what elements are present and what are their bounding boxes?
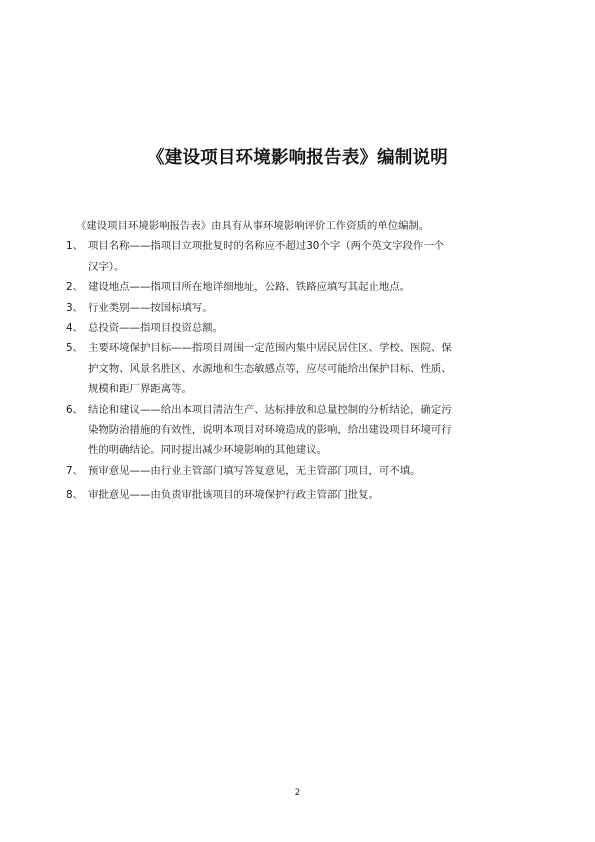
list-item-line: 性的明确结论。同时提出减少环境影响的其他建议。 — [88, 444, 327, 457]
list-item-line: 建设地点——指项目所在地详细地址，公路、铁路应填写其起止地点。 — [88, 281, 411, 294]
list-item-3 — [66, 298, 528, 318]
intro-paragraph: 《建设项目环境影响报告表》由具有从事环境影响评价工作资质的单位编制。 — [76, 220, 430, 232]
list-item-text — [88, 485, 528, 505]
list-item-number: 3、 — [66, 301, 84, 314]
list-item-4 — [66, 318, 528, 338]
document-title: 《建设项目环境影响报告表》编制说明 — [147, 148, 448, 168]
list-item-text — [88, 461, 528, 481]
page-number: 2 — [294, 788, 301, 798]
document-body — [66, 216, 528, 506]
list-item-line: 主要环境保护目标——指项目周围一定范围内集中居民居住区、学校、医院、保 — [88, 342, 452, 355]
list-item-text — [88, 298, 528, 318]
list-item-line: 规模和距厂界距离等。 — [88, 383, 192, 396]
list-item-text — [88, 277, 528, 297]
list-item-text — [88, 236, 528, 277]
list-item-line: 项目名称——指项目立项批复时的名称应不超过30个字（两个英文字段作一个 — [88, 240, 445, 253]
list-item-number: 8、 — [66, 489, 84, 502]
list-item-number: 4、 — [66, 322, 84, 335]
list-item-line: 护文物、风景名胜区、水源地和生态敏感点等，应尽可能给出保护目标、性质、 — [88, 362, 452, 375]
list-item-6 — [66, 400, 528, 461]
list-item-line: 总投资——指项目投资总额。 — [88, 322, 224, 335]
list-item-line: 结论和建议——给出本项目清洁生产、达标排放和总量控制的分析结论，确定污 — [88, 403, 452, 416]
list-item-text — [88, 338, 528, 399]
list-item-line: 预审意见——由行业主管部门填写答复意见，无主管部门项目，可不填。 — [88, 464, 421, 477]
list-item-2 — [66, 277, 528, 297]
list-item-number: 6、 — [66, 403, 84, 416]
list-item-1 — [66, 236, 528, 277]
list-item-line: 审批意见——由负责审批该项目的环境保护行政主管部门批复。 — [88, 489, 379, 502]
list-item-text — [88, 318, 528, 338]
list-item-number: 2、 — [66, 281, 84, 294]
list-item-number: 7、 — [66, 464, 84, 477]
list-item-number: 1、 — [66, 240, 84, 253]
list-item-7 — [66, 461, 528, 481]
list-item-8 — [66, 485, 528, 505]
list-item-line: 行业类别——按国标填写。 — [88, 301, 213, 314]
list-item-line: 染物防治措施的有效性，说明本项目对环境造成的影响，给出建设项目环境可行 — [88, 424, 452, 437]
list-item-text — [88, 400, 528, 461]
list-item-5 — [66, 338, 528, 399]
list-item-number: 5、 — [66, 342, 84, 355]
list-item-line: 汉字）。 — [88, 260, 125, 273]
